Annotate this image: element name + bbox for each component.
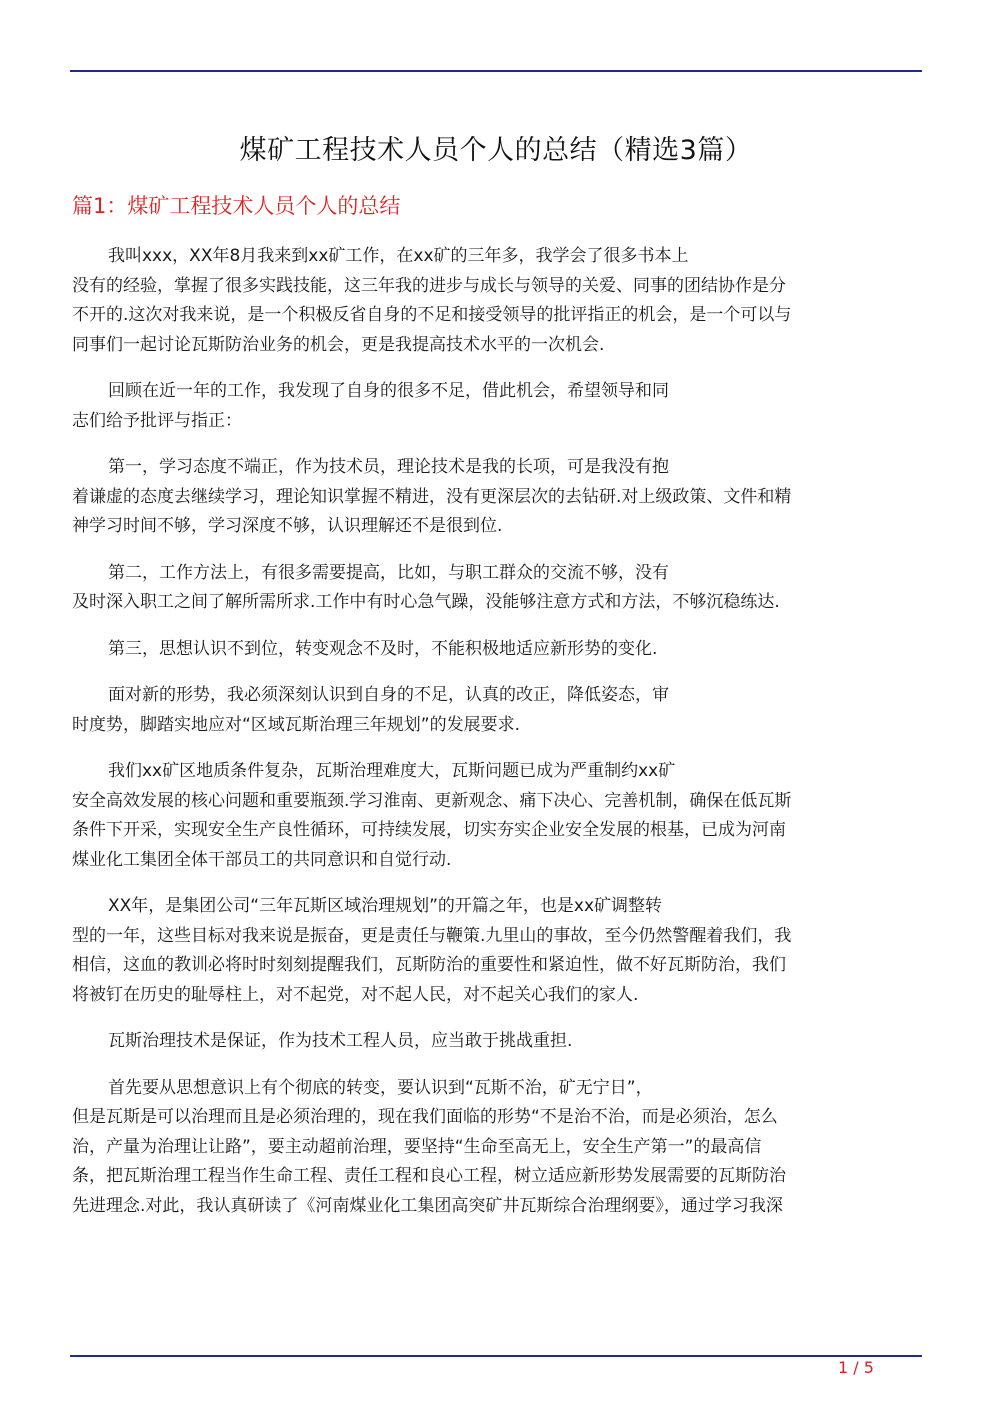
paragraph-line: XX年，是集团公司“三年瓦斯区域治理规划”的开篇之年，也是xx矿调整转	[108, 896, 663, 916]
paragraph-line: 煤业化工集团全体干部员工的共同意识和自觉行动.	[72, 849, 452, 870]
paragraph-line: 安全高效发展的核心问题和重要瓶颈.学习淮南、更新观念、痛下决心、完善机制，确保在低瓦斯	[72, 790, 792, 811]
paragraph-line: 着谦虚的态度去继续学习，理论知识掌握不精进，没有更深层次的去钻研.对上级政策、文件和精	[72, 486, 792, 507]
page-number: 1 / 5	[838, 1358, 874, 1377]
document-body	[72, 242, 920, 1238]
paragraph-line: 条件下开采，实现安全生产良性循环，可持续发展，切实夯实企业安全发展的根基，已成为河南	[72, 820, 786, 840]
paragraph-line: 条，把瓦斯治理工程当作生命工程、责任工程和良心工程，树立适应新形势发展需要的瓦斯防治	[72, 1166, 786, 1186]
paragraph-line: 回顾在近一年的工作，我发现了自身的很多不足，借此机会，希望领导和同	[108, 381, 669, 401]
paragraph	[72, 559, 920, 618]
paragraph	[72, 453, 920, 542]
paragraph-line: 但是瓦斯是可以治理而且是必须治理的，现在我们面临的形势“不是治不治，而是必须治，怎么	[72, 1107, 778, 1127]
paragraph-line: 同事们一起讨论瓦斯防治业务的机会，更是我提高技术水平的一次机会.	[72, 334, 605, 355]
paragraph-line: 相信，这血的教训必将时时刻刻提醒我们，瓦斯防治的重要性和紧迫性，做不好瓦斯防治，我们	[72, 955, 786, 975]
paragraph-line: 型的一年，这些目标对我来说是振奋，更是责任与鞭策.九里山的事故，至今仍然警醒着我们，我	[72, 925, 792, 946]
header-rule	[70, 70, 922, 72]
paragraph-line: 不开的.这次对我来说，是一个积极反省自身的不足和接受领导的批评指正的机会，是一个可以与	[72, 305, 792, 325]
paragraph	[72, 681, 920, 740]
footer-rule	[70, 1355, 922, 1357]
paragraph-line: 治，产量为治理让让路”，要主动超前治理，要坚持“生命至高无上，安全生产第一”的最高信	[72, 1136, 762, 1157]
paragraph	[72, 1074, 920, 1222]
paragraph	[72, 377, 920, 436]
paragraph-line: 及时深入职工之间了解所需所求.工作中有时心急气躁，没能够注意方式和方法，不够沉稳练达.	[72, 592, 780, 612]
paragraph	[72, 635, 920, 665]
section-heading: 篇1：煤矿工程技术人员个人的总结	[72, 194, 401, 218]
paragraph-line: 神学习时间不够，学习深度不够，认识理解还不是很到位.	[72, 516, 503, 536]
paragraph	[72, 242, 920, 360]
paragraph-line: 没有的经验，掌握了很多实践技能，这三年我的进步与成长与领导的关爱、同事的团结协作是分	[72, 275, 786, 296]
paragraph-line: 我叫xxx，XX年8月我来到xx矿工作，在xx矿的三年多，我学会了很多书本上	[108, 246, 689, 266]
paragraph-line: 志们给予批评与指正：	[72, 410, 242, 431]
paragraph-line: 我们xx矿区地质条件复杂，瓦斯治理难度大，瓦斯问题已成为严重制约xx矿	[108, 761, 676, 781]
paragraph	[72, 757, 920, 875]
paragraph-line: 第二，工作方法上，有很多需要提高，比如，与职工群众的交流不够，没有	[108, 562, 669, 583]
paragraph-line: 第一，学习态度不端正，作为技术员，理论技术是我的长项，可是我没有抱	[108, 457, 669, 477]
paragraph-line: 首先要从思想意识上有个彻底的转变，要认识到“瓦斯不治，矿无宁日”，	[108, 1077, 653, 1098]
paragraph	[72, 1027, 920, 1057]
paragraph-line: 先进理念.对此，我认真研读了《河南煤业化工集团高突矿井瓦斯综合治理纲要》，通过学习我深	[72, 1195, 783, 1216]
paragraph-line: 第三，思想认识不到位，转变观念不及时，不能积极地适应新形势的变化.	[108, 638, 658, 659]
paragraph	[72, 892, 920, 1010]
paragraph-line: 将被钉在历史的耻辱柱上，对不起党，对不起人民，对不起关心我们的家人.	[72, 984, 639, 1005]
paragraph-line: 瓦斯治理技术是保证，作为技术工程人员，应当敢于挑战重担.	[108, 1031, 573, 1051]
document-title: 煤矿工程技术人员个人的总结（精选3篇）	[239, 135, 753, 166]
paragraph-line: 面对新的形势，我必须深刻认识到自身的不足，认真的改正，降低姿态，审	[108, 685, 669, 705]
paragraph-line: 时度势，脚踏实地应对“区域瓦斯治理三年规划”的发展要求.	[72, 714, 521, 735]
